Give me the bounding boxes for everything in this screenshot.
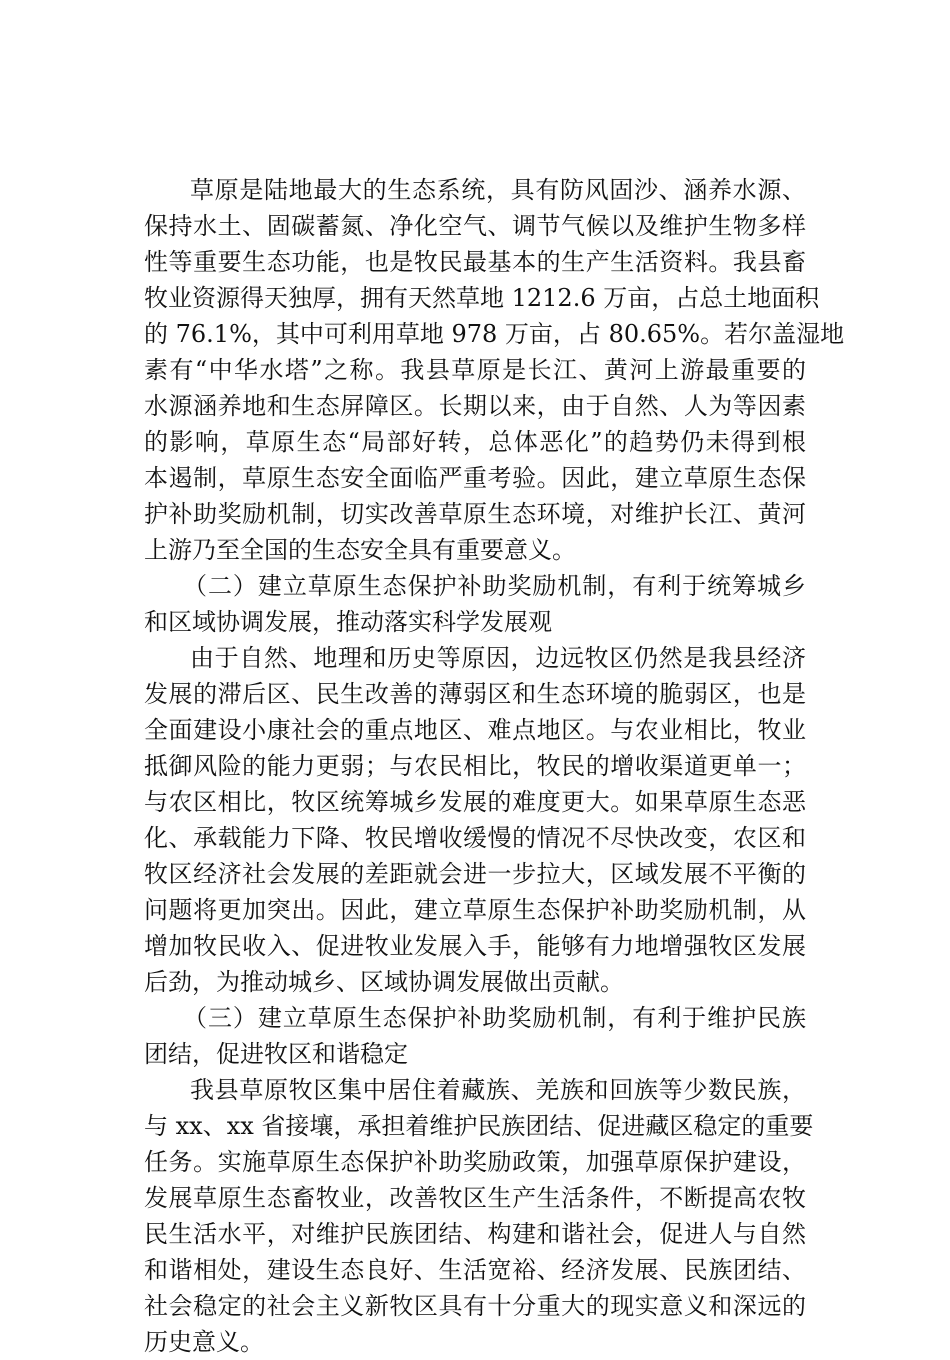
paragraph-2-line: 全面建设小康社会的重点地区、难点地区。与农业相比，牧业 bbox=[144, 716, 806, 744]
paragraph-1-line: 保持水土、固碳蓄氮、净化空气、调节气候以及维护生物多样 bbox=[144, 212, 806, 240]
paragraph-2-line: 发展的滞后区、民生改善的薄弱区和生态环境的脆弱区，也是 bbox=[144, 680, 806, 708]
section-3-heading: （三）建立草原生态保护补助奖励机制，有利于维护民族 bbox=[183, 1004, 806, 1032]
paragraph-1-line: 草原是陆地最大的生态系统，具有防风固沙、涵养水源、 bbox=[190, 176, 806, 204]
paragraph-2-line: 由于自然、地理和历史等原因，边远牧区仍然是我县经济 bbox=[190, 644, 806, 672]
paragraph-2-line: 抵御风险的能力更弱；与农民相比，牧民的增收渠道更单一； bbox=[144, 752, 806, 780]
paragraph-1-line: 护补助奖励机制，切实改善草原生态环境，对维护长江、黄河 bbox=[144, 500, 806, 528]
paragraph-2-line: 牧区经济社会发展的差距就会进一步拉大，区域发展不平衡的 bbox=[144, 860, 806, 888]
paragraph-1-line: 的 76.1%，其中可利用草地 978 万亩，占 80.65%。若尔盖湿地 bbox=[144, 320, 845, 348]
paragraph-2-line: 后劲，为推动城乡、区域协调发展做出贡献。 bbox=[144, 968, 624, 996]
section-2-heading: 和区域协调发展，推动落实科学发展观 bbox=[144, 608, 552, 636]
paragraph-1-line: 本遏制，草原生态安全面临严重考验。因此，建立草原生态保 bbox=[144, 464, 806, 492]
paragraph-2-line: 问题将更加突出。因此，建立草原生态保护补助奖励机制，从 bbox=[144, 896, 806, 924]
paragraph-1-line: 的影响，草原生态“局部好转，总体恶化”的趋势仍未得到根 bbox=[144, 428, 806, 456]
paragraph-1-line: 水源涵养地和生态屏障区。长期以来，由于自然、人为等因素 bbox=[144, 392, 806, 420]
paragraph-1-line: 素有“中华水塔”之称。我县草原是长江、黄河上游最重要的 bbox=[144, 356, 806, 384]
paragraph-2-line: 与农区相比，牧区统筹城乡发展的难度更大。如果草原生态恶 bbox=[144, 788, 806, 816]
paragraph-3-line: 与 xx、xx 省接壤，承担着维护民族团结、促进藏区稳定的重要 bbox=[144, 1112, 814, 1140]
paragraph-1-line: 性等重要生态功能，也是牧民最基本的生产生活资料。我县畜 bbox=[144, 248, 806, 276]
paragraph-3-line: 历史意义。 bbox=[144, 1328, 264, 1356]
section-2-heading: （二）建立草原生态保护补助奖励机制，有利于统筹城乡 bbox=[183, 572, 806, 600]
paragraph-3-line: 任务。实施草原生态保护补助奖励政策，加强草原保护建设， bbox=[144, 1148, 806, 1176]
paragraph-3-line: 社会稳定的社会主义新牧区具有十分重大的现实意义和深远的 bbox=[144, 1292, 806, 1320]
paragraph-2-line: 化、承载能力下降、牧民增收缓慢的情况不尽快改变，农区和 bbox=[144, 824, 806, 852]
paragraph-3-line: 发展草原生态畜牧业，改善牧区生产生活条件，不断提高农牧 bbox=[144, 1184, 806, 1212]
paragraph-2-line: 增加牧民收入、促进牧业发展入手，能够有力地增强牧区发展 bbox=[144, 932, 806, 960]
section-3-heading: 团结，促进牧区和谐稳定 bbox=[144, 1040, 408, 1068]
paragraph-1-line: 上游乃至全国的生态安全具有重要意义。 bbox=[144, 536, 576, 564]
paragraph-3-line: 民生活水平，对维护民族团结、构建和谐社会，促进人与自然 bbox=[144, 1220, 806, 1248]
paragraph-3-line: 和谐相处，建设生态良好、生活宽裕、经济发展、民族团结、 bbox=[144, 1256, 806, 1284]
paragraph-1-line: 牧业资源得天独厚，拥有天然草地 1212.6 万亩，占总土地面积 bbox=[144, 284, 820, 312]
paragraph-3-line: 我县草原牧区集中居住着藏族、羌族和回族等少数民族， bbox=[190, 1076, 806, 1104]
